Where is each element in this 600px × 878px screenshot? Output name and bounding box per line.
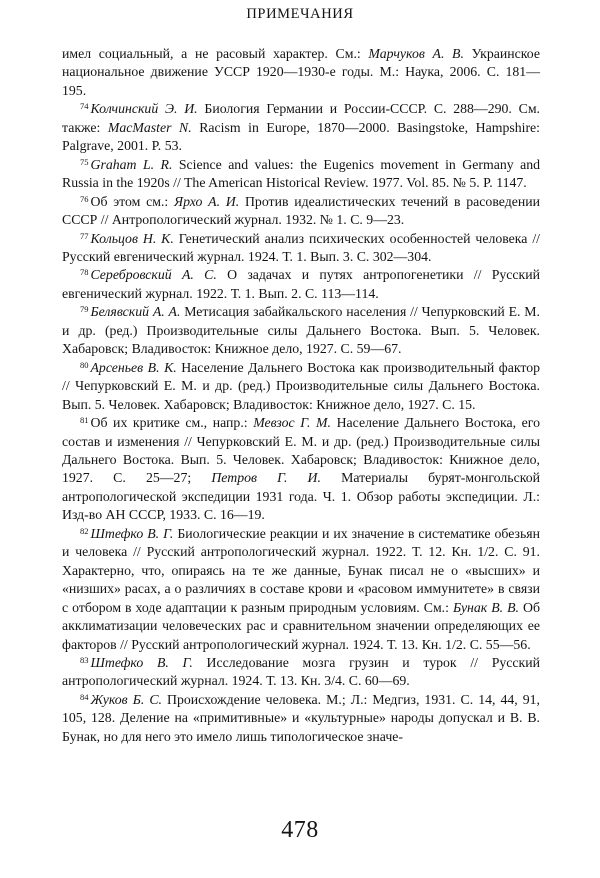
page-number: 478	[281, 817, 319, 843]
endnote-text: имел социальный, а не расовый характер. См.:	[62, 46, 369, 61]
endnote-number: 81	[80, 415, 89, 426]
author-name: Мевзос Г. М.	[253, 415, 331, 431]
author-name: Марчуков А. В.	[368, 46, 464, 61]
author-name: Ярхо А. И.	[174, 193, 240, 209]
endnote-number: 75	[80, 156, 89, 167]
author-name: Жуков Б. С.	[90, 691, 162, 707]
author-name: Бунак В. В.	[452, 599, 520, 615]
endnote-number: 78	[80, 267, 89, 278]
endnote-text: Генетический анализ психических особенностей человека // Русский евгенический журнал. 1924. Т. 1. Вып. 3. С. 302—304.	[62, 230, 540, 264]
endnote-text: Об их критике см., напр.:	[90, 415, 254, 431]
endnote	[62, 230, 540, 267]
author-name: Колчинский Э. И.	[90, 101, 198, 117]
endnote-text: Население Дальнего Востока, его состав и изменения // Чепурковский Е. М. и др. (ред.) Производительные силы Дальнего Востока. Вып. 5. Человек. Хабаровск; Владивосток: Книжное дело, 1927. С. 25—27;	[62, 415, 540, 486]
endnote-text: Исследование мозга грузин и турок // Русский антропологический журнал. 1924. Т. 13. Кн. 3/4. С. 60—69.	[62, 654, 540, 689]
endnote	[62, 414, 540, 525]
endnote-number: 84	[80, 691, 89, 702]
author-name: Штефко В. Г.	[90, 525, 174, 541]
author-name: MacMaster N.	[107, 119, 192, 135]
endnote	[62, 156, 540, 193]
endnote-text: Racism in Europe, 1870—2000. Basingstoke, Hampshire: Palgrave, 2001. P. 53.	[62, 119, 540, 154]
endnote-number: 82	[80, 525, 89, 536]
running-head: ПРИМЕЧАНИЯ	[246, 6, 354, 22]
endnote-text: Материалы бурят-монгольской антропологической экспедиции 1931 года. Ч. 1. Обзор работы экспедиции. Л.: Изд-во АН СССР, 1933. С. 16—19.	[62, 470, 540, 523]
author-name: Белявский А. А.	[90, 304, 181, 320]
endnote-number: 83	[80, 654, 89, 665]
author-name: Кольцов Н. К.	[90, 230, 174, 246]
endnote	[62, 45, 540, 100]
author-name: Серебровский А. С.	[90, 267, 217, 283]
endnote-number: 77	[80, 230, 89, 241]
endnote	[62, 266, 540, 303]
endnote	[62, 193, 540, 230]
endnote-text: Об этом см.:	[90, 193, 175, 209]
endnote	[62, 691, 540, 746]
endnote-number: 76	[80, 193, 89, 204]
author-name: Graham L. R.	[90, 156, 173, 172]
author-name: Штефко В. Г.	[90, 654, 193, 670]
endnote-text: Биология Германии и России-СССР. С. 288—290. См. также:	[62, 101, 540, 135]
author-name: Арсеньев В. К.	[90, 359, 177, 375]
endnote	[62, 359, 540, 414]
endnote-text: Украинское национальное движение УССР 1920—1930-е годы. М.: Наука, 2006. С. 181—195.	[62, 46, 540, 98]
endnote-text: Происхождение человека. М.; Л.: Медгиз, 1931. С. 14, 44, 91, 105, 128. Деление на «примитивные» и «культурные» народы допускал и В. В. Бунак, но для него это имело лишь типологическое значе-	[62, 691, 540, 744]
endnote-number: 74	[80, 101, 89, 112]
endnote-number: 79	[80, 304, 89, 315]
endnote-text: Science and values: the Eugenics movement in Germany and Russia in the 1920s // The American Historical Review. 1977. Vol. 85. № 5. P. 1147.	[62, 156, 540, 191]
endnote-text: Об акклиматизации человеческих рас и сравнительном значении определяющих ее факторов // Русский антропологический журнал. 1924. Т. 13. Кн. 1/2. С. 55—56.	[62, 599, 540, 652]
author-name: Петров Г. И.	[211, 470, 321, 486]
endnote	[62, 100, 540, 155]
endnote-number: 80	[80, 359, 89, 370]
endnote	[62, 525, 540, 654]
endnote-text: О задачах и путях антропогенетики // Русский евгенический журнал. 1922. Т. 1. Вып. 2. С. 113—114.	[62, 267, 541, 301]
endnote-text: Население Дальнего Востока как производительный фактор // Чепурковский Е. М. и др. (ред.) Производительные силы Дальнего Востока. Вып. 5. Человек. Хабаровск; Владивосток: Книжное дело, 1927. С. 15.	[62, 359, 541, 412]
endnote-text: Метисация забайкальского населения // Чепурковский Е. М. и др. (ред.) Производительные силы Дальнего Востока. Вып. 5. Человек. Хабаровск; Владивосток: Книжное дело, 1927. С. 59—67.	[62, 304, 540, 357]
endnotes-list	[62, 45, 540, 746]
endnote	[62, 654, 540, 691]
endnote-text: Биологические реакции и их значение в систематике обезьян и человека // Русский антропологический журнал. 1922. Т. 12. Кн. 1/2. С. 91. Характерно, что, опираясь на те же данные, Бунак писал не о «высших» и «низших» расах, а о различиях в составе крови и «расовом иммунитете» в связи с отбором в ходе адаптации к разным природным условиям. См.:	[62, 525, 540, 615]
endnote	[62, 303, 540, 358]
endnote-text: Против идеалистических течений в расоведении СССР // Антропологический журнал. 1932. № 1. С. 9—23.	[62, 193, 540, 228]
